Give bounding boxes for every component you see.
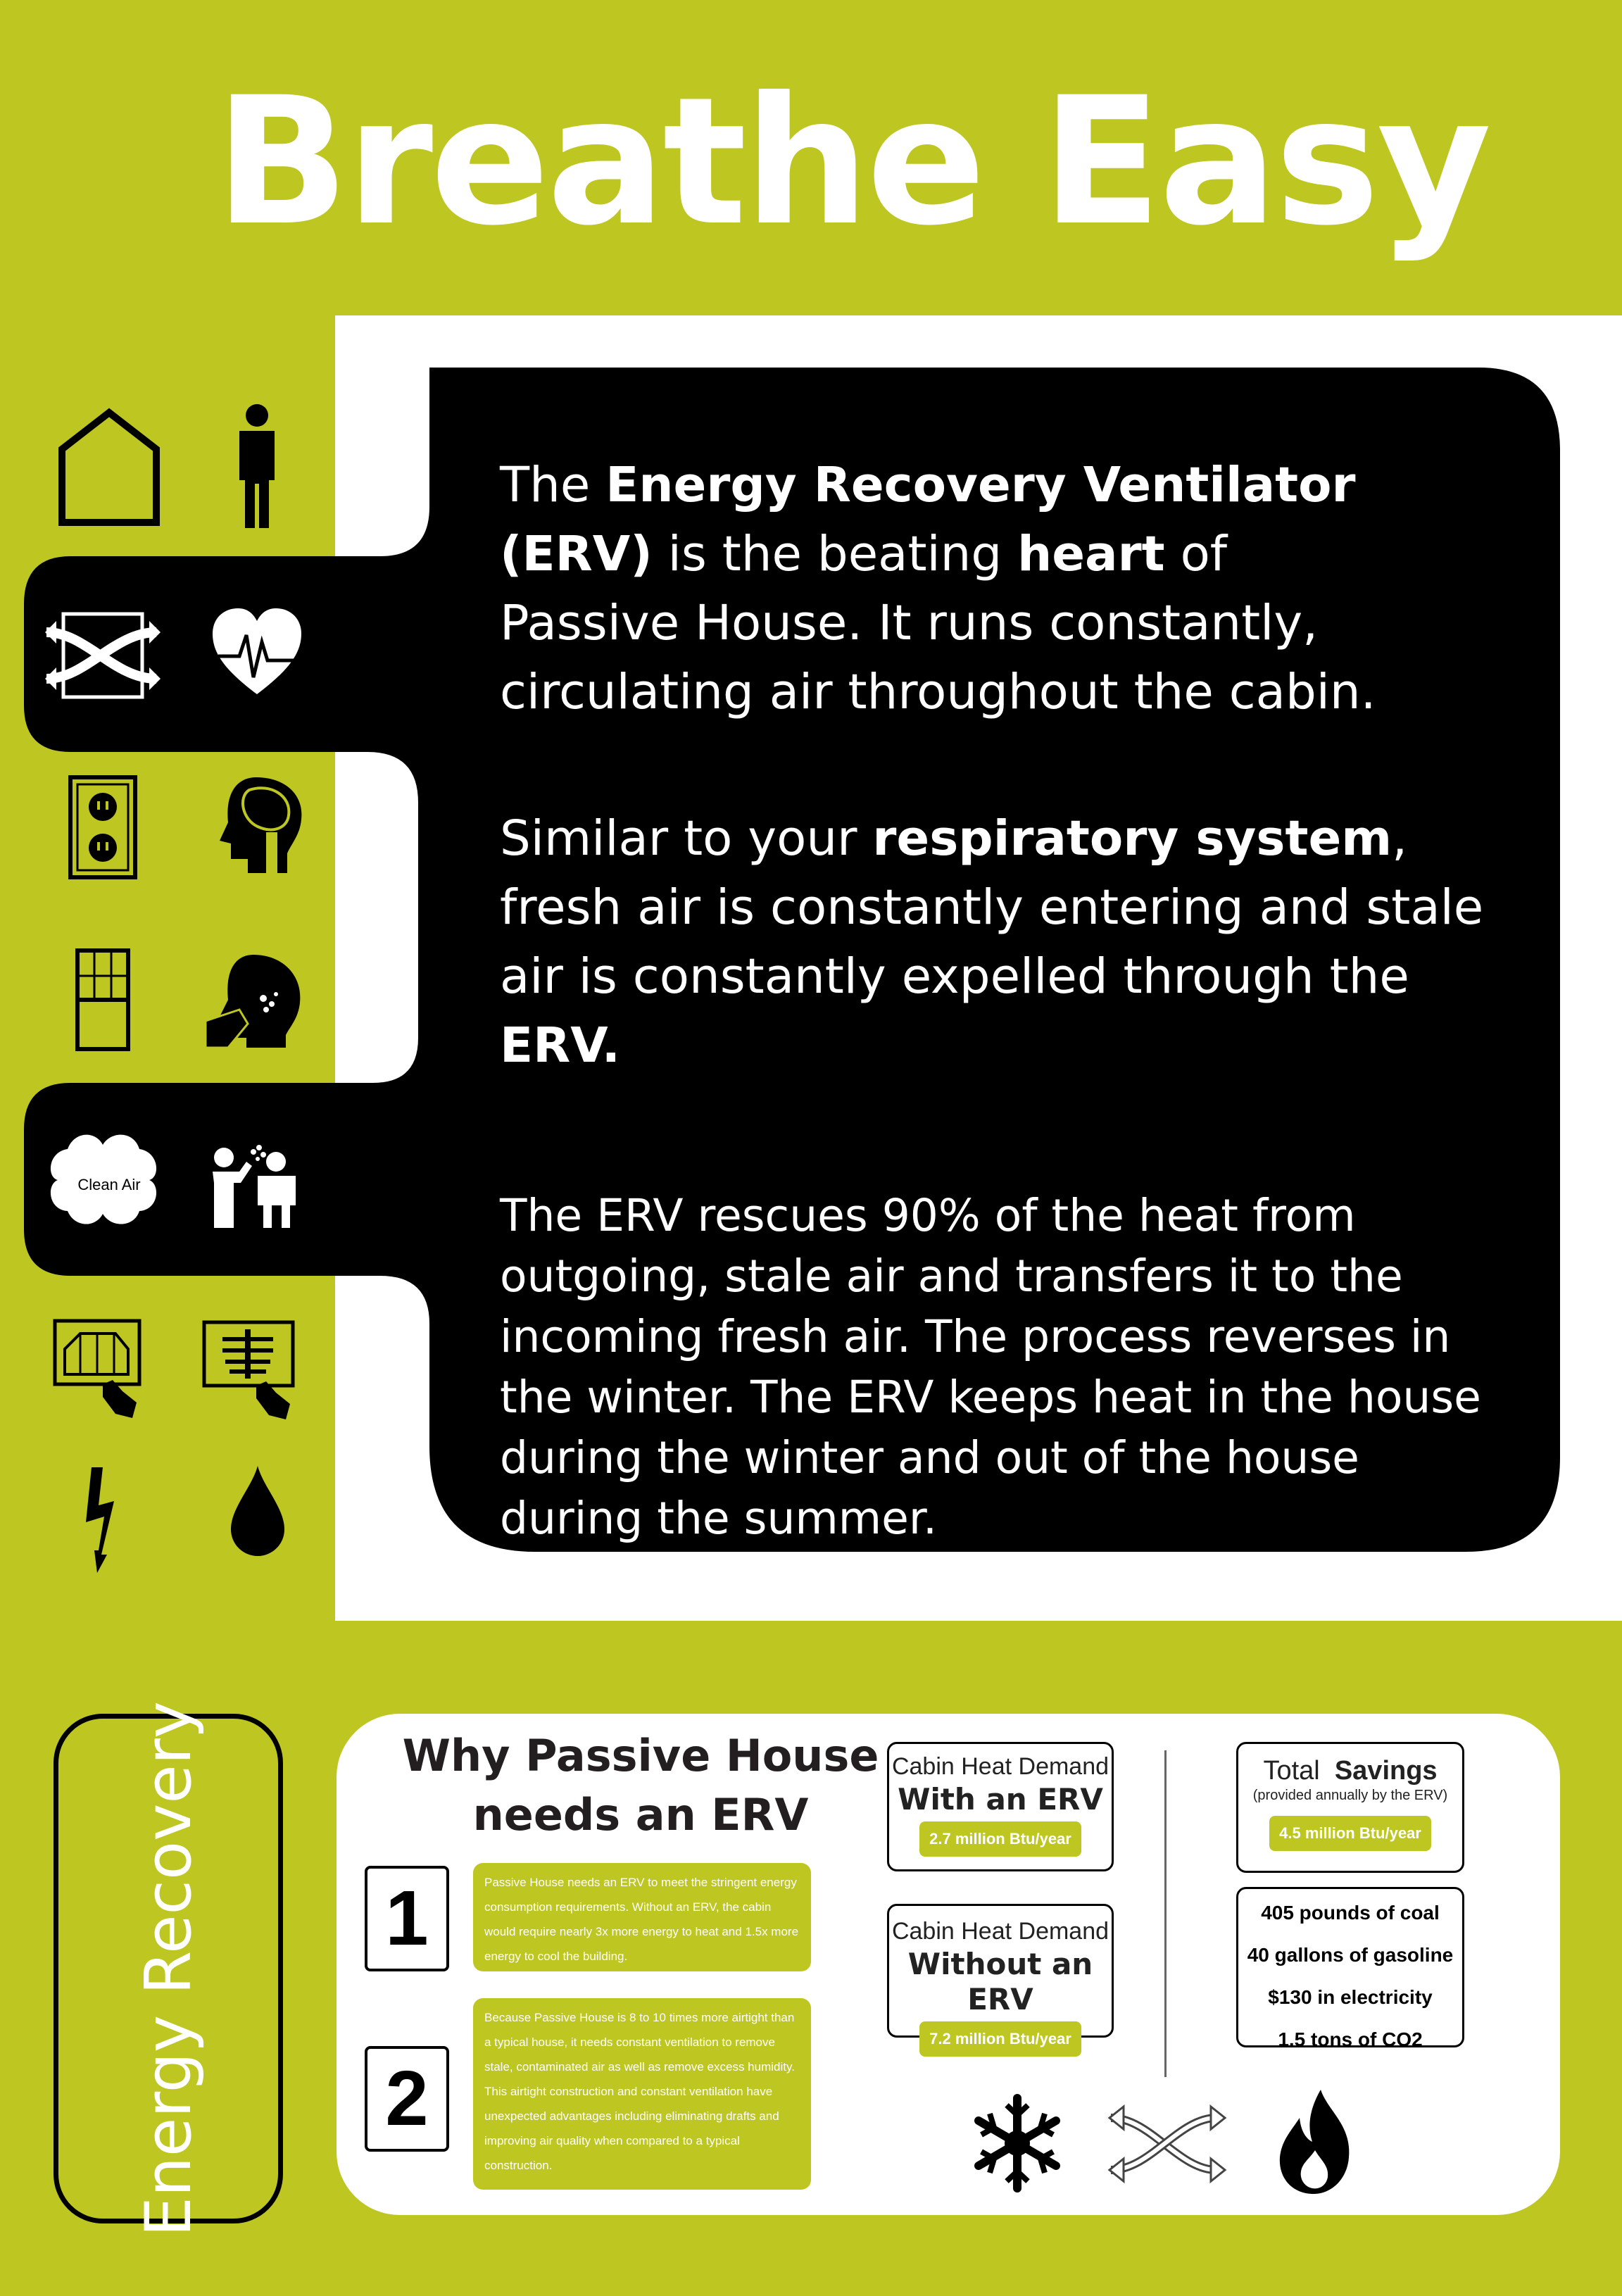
crossflow-arrows-icon [1108, 2101, 1226, 2187]
flame-icon [1278, 2090, 1352, 2194]
reason-note-2: Because Passive House is 8 to 10 times more airtight than a typical house, it needs constant ventilation to remove stale, contaminated air as well as remove excess humidity. This airtight construction and constant ventilation have unexpected advantages including eliminating drafts and improving air quality when compared to a typical construction. [473, 1998, 811, 2190]
savings-value: 4.5 million Btu/year [1269, 1816, 1431, 1851]
demand-subtitle: Cabin Heat Demand [891, 1918, 1109, 1945]
savings-title [1238, 1755, 1462, 1786]
window-icon [75, 948, 131, 1052]
savings-subtitle: (provided annually by the ERV) [1252, 1788, 1448, 1803]
outlet-icon [68, 774, 138, 880]
demand-title: With an ERV [898, 1782, 1103, 1817]
savings-title-a: Total [1263, 1756, 1328, 1786]
sneeze-person-icon [208, 1141, 300, 1228]
divider [1164, 1750, 1167, 2077]
demand-subtitle: Cabin Heat Demand [891, 1753, 1109, 1780]
text-span: , fresh air is constantly entering and stale air is constantly expelled through the [500, 810, 1484, 1005]
number-badge-1: 1 [365, 1866, 449, 1971]
erv-crossflow-icon [44, 611, 162, 700]
text-bold: respiratory system [872, 810, 1392, 867]
equivalent-gasoline: 40 gallons of gasoline [1247, 1944, 1454, 1966]
demand-value: 7.2 million Btu/year [919, 2021, 1081, 2057]
text-span: of Passive House. It runs constantly, circulating air throughout the cabin. [500, 526, 1376, 720]
heat-demand-with-erv [887, 1742, 1114, 1871]
paragraph-respiratory [500, 804, 1500, 1080]
xray-tablet-icon [201, 1319, 297, 1421]
reason-note-1: Passive House needs an ERV to meet the stringent energy consumption requirements. Without an ERV, the cabin would require nearly 3x more energy to heat and 1.5x more energy to cool the building. [473, 1863, 811, 1971]
text-span: Similar to your [500, 810, 873, 867]
text-bold: heart [1017, 526, 1165, 582]
greenhouse-tablet-icon [52, 1318, 144, 1419]
why-heading [394, 1726, 887, 1845]
coughing-head-icon [204, 953, 306, 1049]
paragraph-heat-recovery: The ERV rescues 90% of the heat from outgoing, stale air and transfers it to the incoming fresh air. The process reverses in the winter. The ERV keeps heat in the house during the winter and out of the house during the summer. [500, 1190, 1481, 1544]
demand-title: Without an ERV [907, 1947, 1093, 2016]
clean-air-label: Clean Air [77, 1176, 141, 1193]
energy-recovery-text: Energy Recovery [131, 1700, 206, 2237]
savings-title-b: Savings [1334, 1756, 1438, 1786]
equivalent-electricity: $130 in electricity [1268, 1986, 1433, 2008]
heart-rate-icon [211, 607, 303, 697]
text-span: The [500, 457, 606, 513]
demand-value: 2.7 million Btu/year [919, 1821, 1081, 1857]
lightning-icon [82, 1467, 124, 1573]
equivalent-co2: 1.5 tons of CO2 [1278, 2028, 1423, 2050]
house-icon [56, 408, 162, 527]
total-savings-box [1236, 1742, 1464, 1873]
water-drop-icon [231, 1466, 284, 1556]
page-title: Breathe Easy [215, 59, 1489, 264]
energy-recovery-label [58, 1700, 278, 2237]
heat-demand-without-erv [887, 1904, 1114, 2047]
text-span: is the beating [652, 526, 1018, 582]
text-bold: ERV. [500, 1017, 620, 1074]
bubble-text [500, 451, 1521, 1549]
brain-head-icon [214, 776, 306, 874]
snowflake-icon [972, 2094, 1063, 2193]
person-icon [232, 403, 282, 529]
equivalent-coal: 405 pounds of coal [1261, 1902, 1440, 1924]
text-bold: Energy Recovery Ventilator (ERV) [500, 457, 1356, 582]
number-badge-2: 2 [365, 2046, 449, 2152]
why-heading-line: Why Passive House [402, 1730, 879, 1781]
savings-equivalents [1236, 1887, 1464, 2050]
paragraph-erv-heart [500, 451, 1415, 727]
why-heading-line: needs an ERV [472, 1789, 809, 1840]
